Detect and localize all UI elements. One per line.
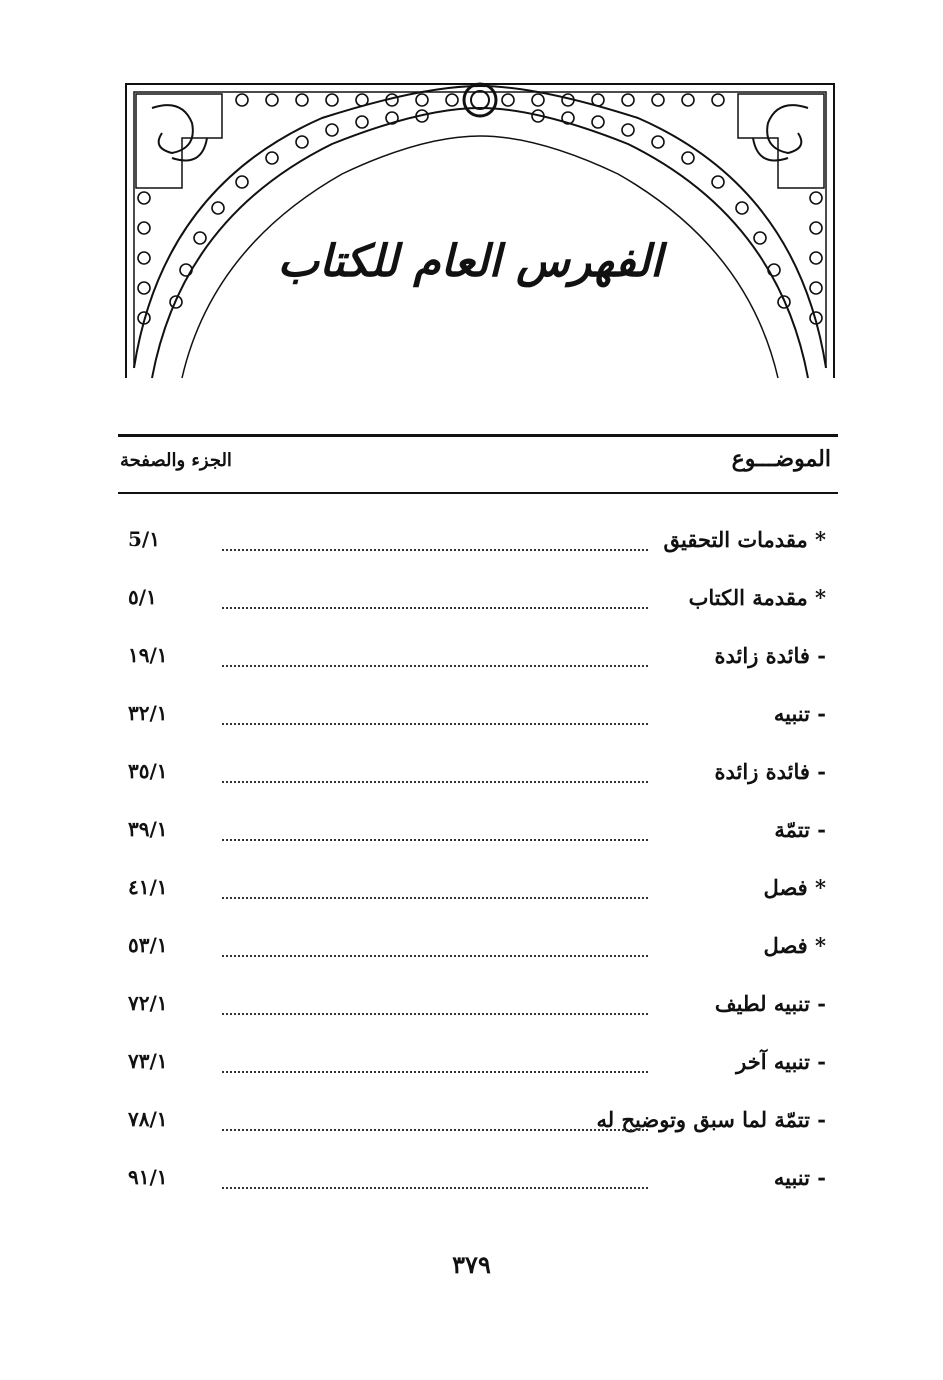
index-entry <box>118 933 838 991</box>
entry-topic: مقدمة الكتاب <box>688 585 808 610</box>
entry-topic: تتمّة <box>774 817 810 842</box>
entry-marker: - <box>817 701 826 726</box>
entry-marker: * <box>815 585 826 610</box>
entry-page: ٣٥/١ <box>128 759 168 783</box>
header-bottom-rule <box>118 492 838 494</box>
column-header-volume-page: الجزء والصفحة <box>120 450 232 471</box>
entry-marker: - <box>817 759 826 784</box>
entry-topic: مقدمات التحقيق <box>663 527 808 552</box>
header-top-rule <box>118 434 838 437</box>
index-entry <box>118 527 838 585</box>
dot-leader <box>222 549 648 551</box>
entry-page: ١٩/١ <box>128 643 168 667</box>
entry-marker: - <box>817 1107 826 1132</box>
page-number: ٣٧٩ <box>452 1250 491 1279</box>
index-title: الفهرس العام للكتاب <box>277 236 663 287</box>
index-entry <box>118 1165 838 1223</box>
entry-topic: فصل <box>763 933 808 958</box>
dot-leader <box>222 1187 648 1189</box>
entry-marker: - <box>817 643 826 668</box>
index-entry <box>118 1107 838 1165</box>
column-header-topic: الموضـــوع <box>731 446 831 472</box>
entry-page: 5/١ <box>128 527 160 551</box>
index-entry <box>118 759 838 817</box>
entry-topic: تنبيه لطيف <box>714 991 810 1016</box>
dot-leader <box>222 839 648 841</box>
entry-topic: تنبيه <box>773 1165 810 1190</box>
entry-page: ٣٢/١ <box>128 701 168 725</box>
index-entries <box>118 527 838 1223</box>
dot-leader <box>222 607 648 609</box>
entry-page: ٧٨/١ <box>128 1107 168 1131</box>
entry-page: ٧٢/١ <box>128 991 168 1015</box>
index-entry <box>118 585 838 643</box>
dot-leader <box>222 1013 648 1015</box>
entry-topic: تنبيه <box>773 701 810 726</box>
dot-leader <box>222 723 648 725</box>
index-entry <box>118 1049 838 1107</box>
ornamental-frame <box>122 78 838 380</box>
index-entry <box>118 991 838 1049</box>
dot-leader <box>222 1129 648 1131</box>
entry-page: ٩١/١ <box>128 1165 168 1189</box>
index-entry <box>118 643 838 701</box>
entry-marker: * <box>815 933 826 958</box>
entry-topic: تتمّة لما سبق وتوضيح له <box>596 1107 810 1132</box>
entry-topic: فصل <box>763 875 808 900</box>
dot-leader <box>222 781 648 783</box>
entry-page: ٤١/١ <box>128 875 168 899</box>
entry-topic: فائدة زائدة <box>714 759 810 784</box>
entry-page: ٥٣/١ <box>128 933 168 957</box>
entry-marker: - <box>817 991 826 1016</box>
dot-leader <box>222 955 648 957</box>
entry-marker: - <box>817 817 826 842</box>
entry-page: ٥/١ <box>128 585 157 609</box>
entry-marker: * <box>815 875 826 900</box>
dot-leader <box>222 1071 648 1073</box>
entry-page: ٣٩/١ <box>128 817 168 841</box>
entry-marker: - <box>817 1049 826 1074</box>
entry-topic: فائدة زائدة <box>714 643 810 668</box>
entry-page: ٧٣/١ <box>128 1049 168 1073</box>
entry-topic: تنبيه آخر <box>736 1049 810 1074</box>
entry-marker: - <box>817 1165 826 1190</box>
index-entry <box>118 701 838 759</box>
dot-leader <box>222 665 648 667</box>
entry-marker: * <box>815 527 826 552</box>
dot-leader <box>222 897 648 899</box>
index-entry <box>118 817 838 875</box>
index-entry <box>118 875 838 933</box>
